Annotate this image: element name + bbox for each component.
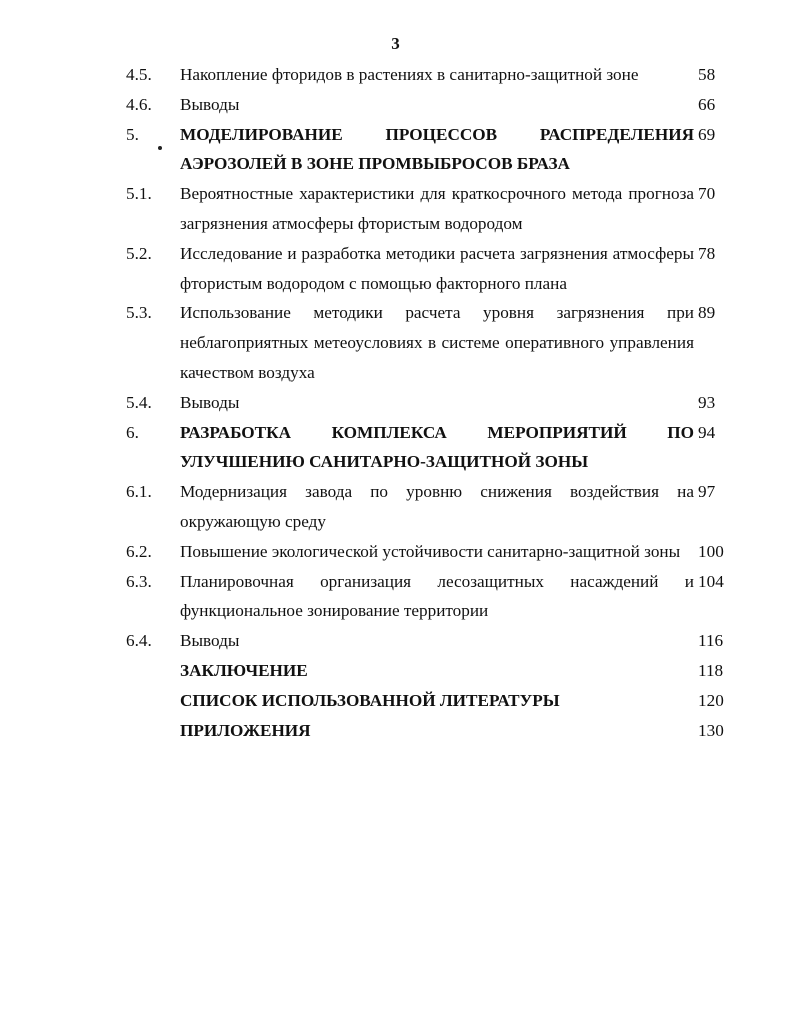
toc-entry-6-3[interactable] bbox=[126, 567, 736, 627]
toc-entry-title: Использование методики расчета уровня загрязнения при неблагоприятных метеоусловиях в системе оперативного управления качеством воздуха bbox=[180, 303, 694, 382]
toc-entry-title: РАЗРАБОТКА КОМПЛЕКСА МЕРОПРИЯТИЙ ПО УЛУЧШЕНИЮ САНИТАРНО-ЗАЩИТНОЙ ЗОНЫ bbox=[180, 422, 694, 472]
toc-entry-6-1[interactable] bbox=[126, 477, 736, 537]
toc-entry-title: Выводы bbox=[180, 631, 240, 651]
toc-entry-number: 5.3. bbox=[126, 303, 152, 323]
table-of-contents bbox=[126, 60, 736, 745]
toc-entry-4-6[interactable] bbox=[126, 90, 736, 120]
toc-entry-page: 130 bbox=[698, 720, 724, 740]
toc-entry-title: Планировочная организация лесозащитных насаждений и функциональное зонирование территории bbox=[180, 571, 694, 621]
toc-entry-number: 5.2. bbox=[126, 243, 152, 263]
toc-entry-title: Исследование и разработка методики расчета загрязнения атмосферы фтористым водородом с помощью факторного плана bbox=[180, 243, 694, 293]
toc-entry-page: 120 bbox=[698, 690, 724, 710]
toc-entry-5-4[interactable] bbox=[126, 388, 736, 418]
toc-entry-page: 78 bbox=[698, 243, 716, 263]
toc-entry-page: 69 bbox=[698, 124, 716, 144]
toc-entry-5-1[interactable] bbox=[126, 179, 736, 239]
toc-entry-page: 104 bbox=[698, 571, 724, 591]
toc-entry-title: Вероятностные характеристики для краткосрочного метода прогноза загрязнения атмосферы фтористым водородом bbox=[180, 184, 694, 233]
toc-entry-page: 89 bbox=[698, 303, 716, 323]
toc-entry-title: СПИСОК ИСПОЛЬЗОВАННОЙ ЛИТЕРАТУРЫ bbox=[180, 690, 560, 710]
toc-entry-number: 6.3. bbox=[126, 571, 152, 591]
toc-entry-number: 5.1. bbox=[126, 184, 152, 204]
toc-entry-title: Выводы bbox=[180, 392, 240, 412]
toc-entry-references[interactable] bbox=[126, 686, 736, 716]
toc-entry-page: 58 bbox=[698, 65, 716, 84]
toc-entry-number: 5.4. bbox=[126, 392, 152, 412]
toc-entry-page: 93 bbox=[698, 392, 716, 412]
toc-entry-6[interactable] bbox=[126, 418, 736, 478]
toc-entry-title: Выводы bbox=[180, 94, 240, 114]
toc-entry-page: 94 bbox=[698, 422, 716, 442]
toc-entry-page: 66 bbox=[698, 94, 716, 114]
toc-entry-appendices[interactable] bbox=[126, 716, 736, 746]
toc-entry-number: 6.1. bbox=[126, 482, 152, 502]
toc-entry-number: 6. bbox=[126, 422, 139, 442]
toc-entry-page: 116 bbox=[698, 631, 724, 651]
toc-entry-title: ЗАКЛЮЧЕНИЕ bbox=[180, 660, 308, 680]
toc-entry-6-2[interactable] bbox=[126, 537, 736, 567]
toc-entry-page: 70 bbox=[698, 184, 716, 204]
toc-entry-number: 5. bbox=[126, 124, 139, 144]
toc-entry-title: Повышение экологической устойчивости санитарно-защитной зоны bbox=[180, 541, 681, 561]
toc-entry-title: Накопление фторидов в растениях в санитарно-защитной зоне bbox=[180, 65, 639, 84]
toc-entry-title: Модернизация завода по уровню снижения воздействия на окружающую среду bbox=[180, 482, 694, 531]
toc-entry-number: 4.5. bbox=[126, 65, 152, 84]
toc-entry-page: 100 bbox=[698, 541, 724, 561]
toc-entry-5-2[interactable] bbox=[126, 239, 736, 299]
toc-entry-title: ПРИЛОЖЕНИЯ bbox=[180, 720, 311, 740]
toc-entry-page: 118 bbox=[698, 660, 724, 680]
toc-entry-number: 6.2. bbox=[126, 541, 152, 561]
toc-entry-6-4[interactable] bbox=[126, 626, 736, 656]
toc-entry-page: 97 bbox=[698, 482, 716, 502]
toc-entry-number: 6.4. bbox=[126, 631, 152, 651]
toc-entry-5-3[interactable] bbox=[126, 298, 736, 387]
toc-entry-number: 4.6. bbox=[126, 94, 152, 114]
page-number: 3 bbox=[391, 34, 400, 53]
toc-entry-title: МОДЕЛИРОВАНИЕ ПРОЦЕССОВ РАСПРЕДЕЛЕНИЯ АЭРОЗОЛЕЙ В ЗОНЕ ПРОМВЫБРОСОВ БРАЗА bbox=[180, 124, 694, 174]
toc-entry-4-5[interactable] bbox=[126, 60, 736, 90]
toc-entry-5[interactable] bbox=[126, 120, 736, 180]
toc-entry-conclusion[interactable] bbox=[126, 656, 736, 686]
